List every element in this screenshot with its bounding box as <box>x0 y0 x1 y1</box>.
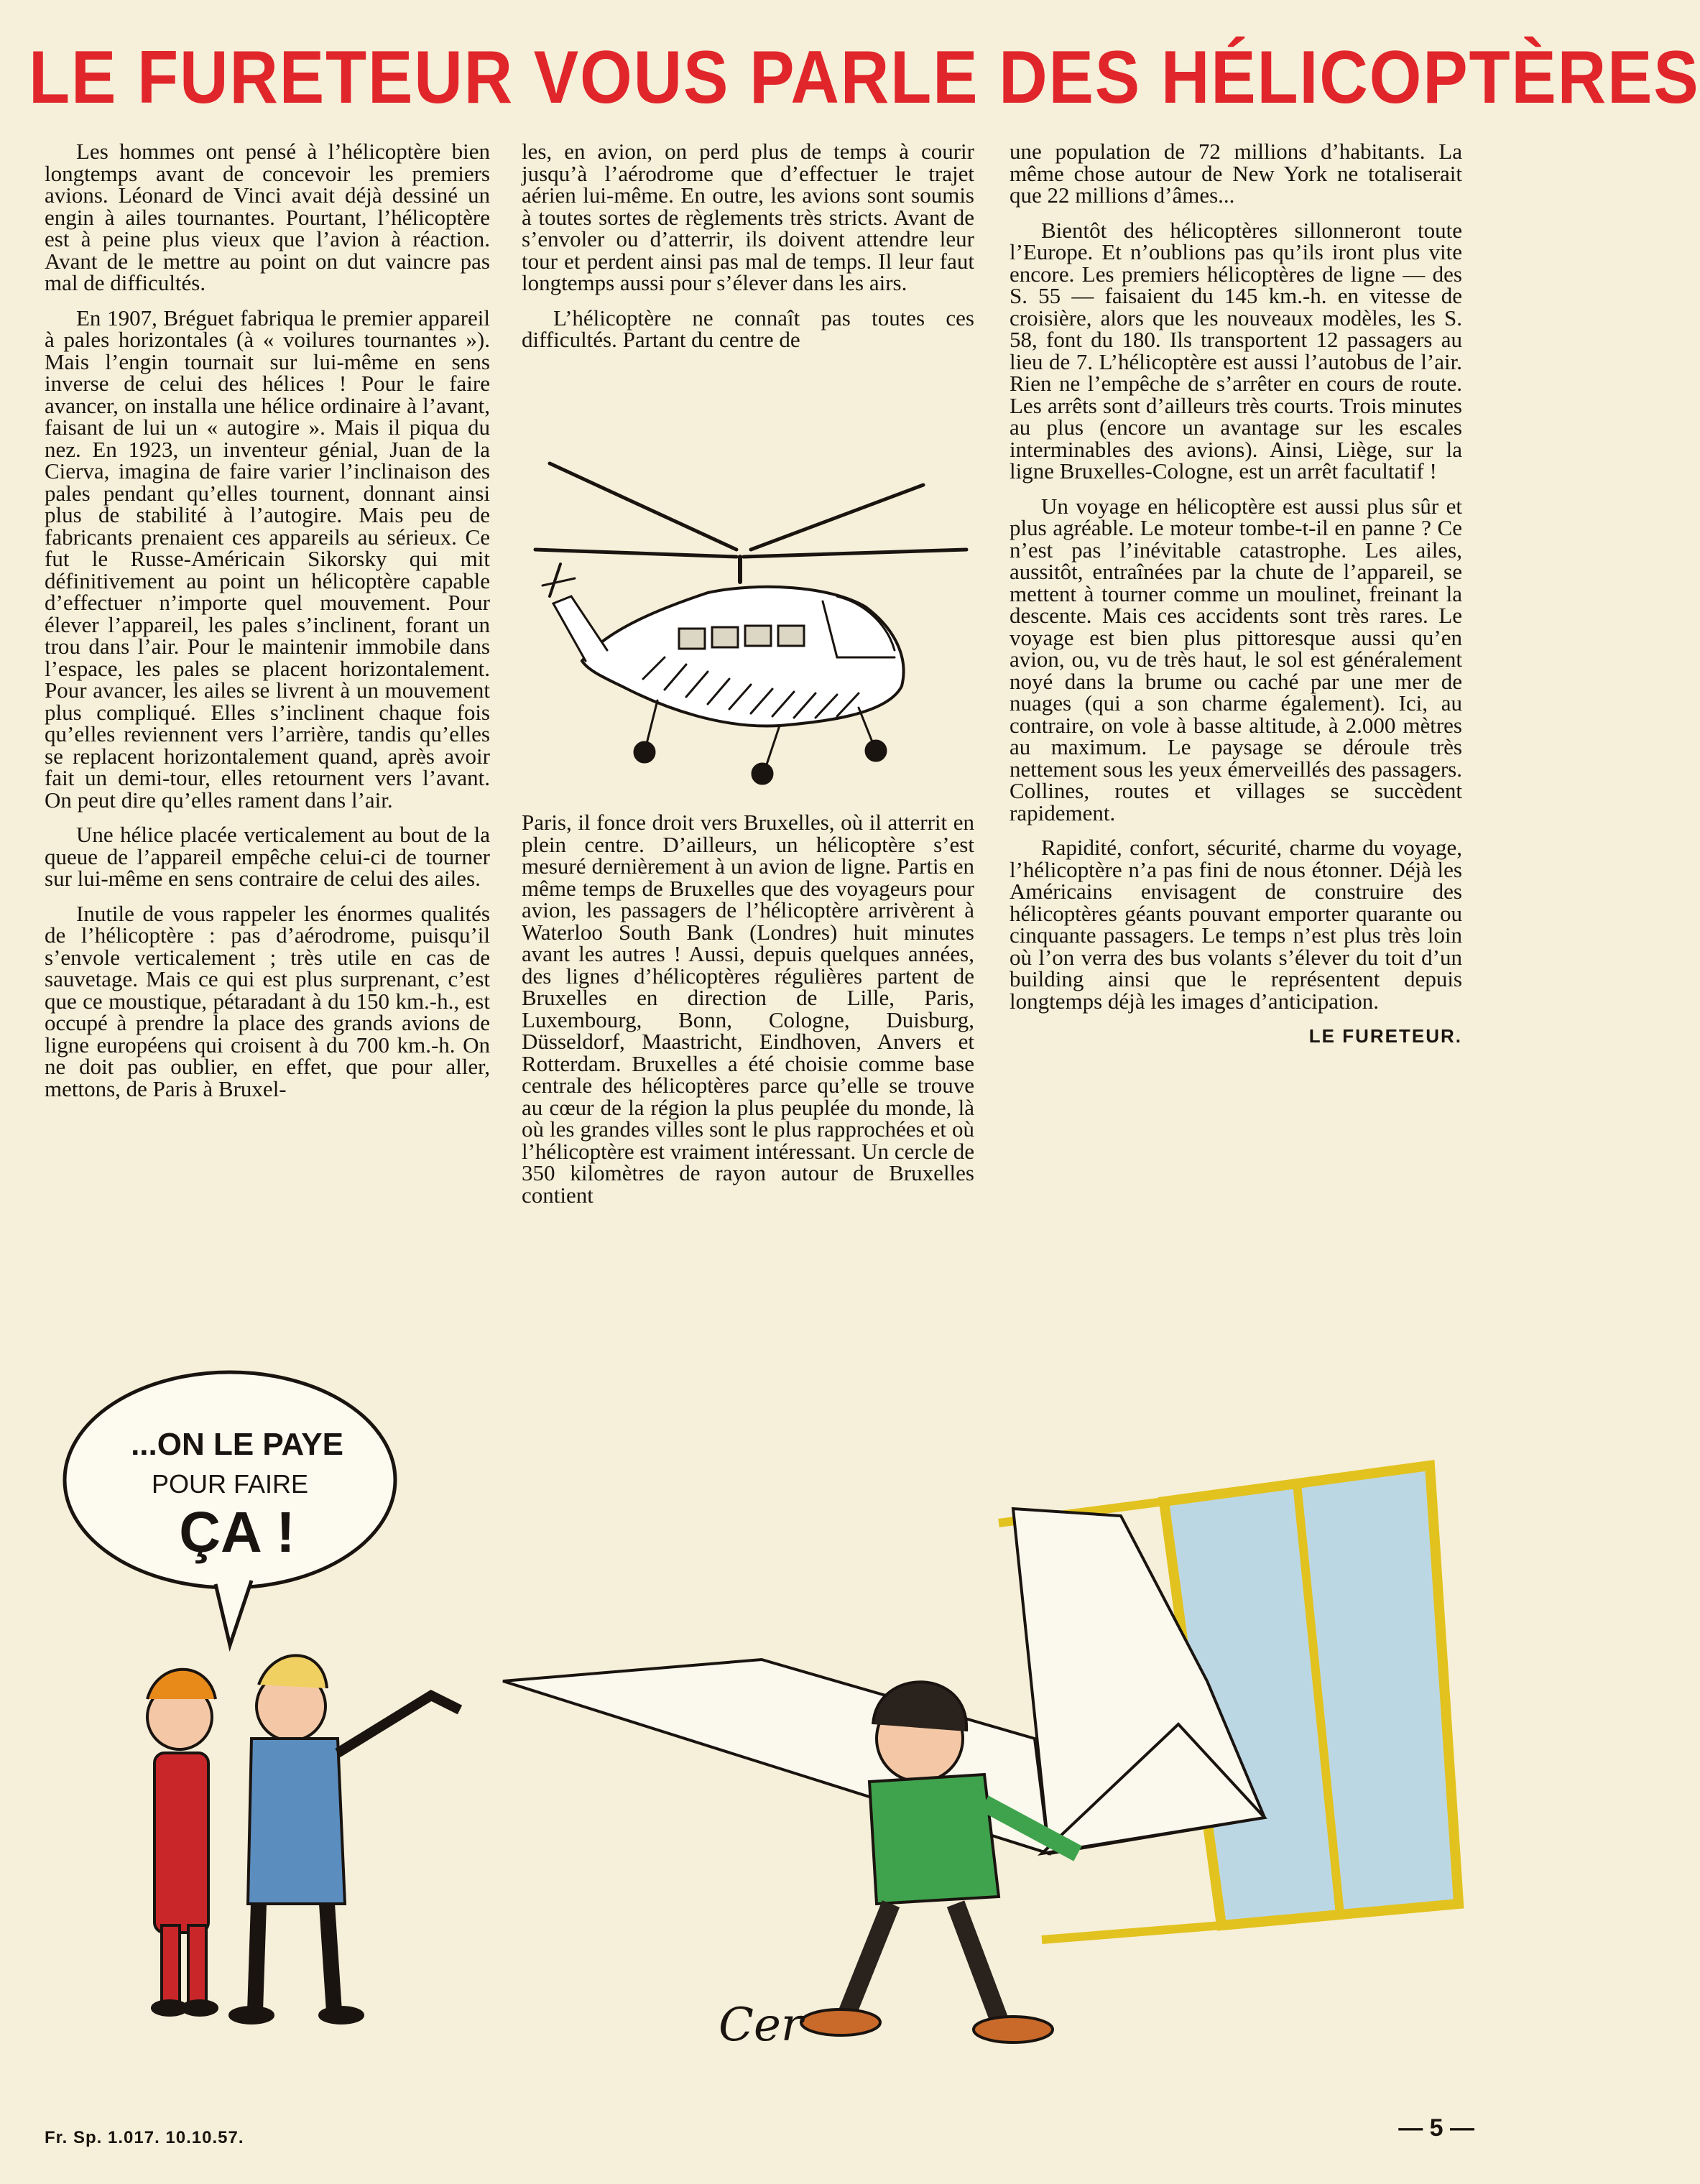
paragraph: Une hélice placée verticalement au bout de la queue de l’appareil empêche celui-ci de tourner sur lui-même en sens contraire de celui des ailes. <box>45 822 490 891</box>
author-signature: LE FURETEUR. <box>1308 1025 1462 1047</box>
helicopter-illustration <box>521 442 974 787</box>
character-fantasio <box>230 1655 460 2023</box>
speech-line-2: POUR FAIRE <box>151 1469 309 1499</box>
speech-line-1: ...ON LE PAYE <box>131 1427 343 1462</box>
comic-illustration <box>0 1308 1514 2098</box>
paragraph: Paris, il fonce droit vers Bruxelles, où il atterrit en plein centre. D’ailleurs, un hélicoptère s’est mesuré dernièrement à un avion de ligne. Partis en même temps de Bruxelles que des voyageurs pour avion, les passagers de l’hélicoptère arrivèrent à Waterloo South Bank (Londres) huit minutes avant les autres ! Aussi, depuis quelques années, des lignes d’hélicoptères régulières partent de Bruxelles en direction de Lille, Paris, Luxembourg, Bonn, Cologne, Duisburg, Düsseldorf, Maastricht, Eindhoven, Anvers et Rotterdam. Bruxelles a été choisie comme base centrale des hélicoptères parce qu’elle se trouve au cœur de la région la plus peuplée du monde, là où les grandes villes sont le plus rapprochées et où l’hélicoptère est vraiment intéressant. Un cercle de 350 kilomètres de rayon autour de Bruxelles contient <box>522 810 974 1208</box>
paragraph: En 1907, Bréguet fabriqua le premier appareil à pales horizontales (à « voilures tournantes »). Mais l’engin tournait sur lui-même en sens inverse de celui des hélices ! Pour le faire avancer, on installa une hélice ordinaire à l’avant, faisant de lui un « autogire ». Mais il piqua du nez. En 1923, un inventeur génial, Juan de la Cierva, imagina de faire varier l’inclinaison des pales pendant qu’elles tournent, donnant ainsi plus de stabilité à l’autogire. Mais peu de fabricants prenaient ces appareils au sérieux. Ce fut le Russe-Américain Sikorsky qui mit définitivement au point un hélicoptère capable d’effectuer n’importe quel mouvement. Pour élever l’appareil, les pales s’inclinent, forant un trou dans l’air. Pour le maintenir immobile dans l’espace, les pales se placent horizontalement. Pour avancer, les ailes se livrent à un mouvement plus compliqué. Elles s’inclinent chaque fois qu’elles reviennent vers l’arrière, tandis qu’elles se replacent horizontalement quand, après avoir fait un demi-tour, elles retournent vers l’avant. On peut dire qu’elles rament dans l’air. <box>45 305 490 813</box>
column-3 <box>1010 141 1462 1060</box>
column-2-top <box>522 141 974 364</box>
issue-info: Fr. Sp. 1.017. 10.10.57. <box>45 2128 244 2147</box>
speech-line-3: ÇA ! <box>179 1500 295 1564</box>
character-spirou <box>147 1670 217 2015</box>
paragraph: Les hommes ont pensé à l’hélicoptère bien longtemps avant de concevoir les premiers avions. Léonard de Vinci avait déjà dessiné un engin à ailes tournantes. Pourtant, l’hélicoptère est à peine plus vieux que l’avion à réaction. Avant de le mettre au point on dut vaincre pas mal de difficultés. <box>45 139 490 295</box>
column-2-bottom <box>522 812 974 1219</box>
paragraph: Inutile de vous rappeler les énormes qualités de l’hélicoptère : pas d’aérodrome, puisqu’il s’envole verticalement ; très utile en cas de sauvetage. Mais ce qui est plus surprenant, c’est que ce moustique, pétaradant à du 150 km.-h., est occupé à prendre la place des grands avions de ligne européens qui croisent à du 700 km.-h. On ne doit pas oublier, en effet, que pour aller, mettons, de Paris à Bruxel- <box>45 900 490 1101</box>
paragraph: une population de 72 millions d’habitants. La même chose autour de New York ne totaliserait que 22 millions d’âmes... <box>1010 139 1462 208</box>
speech-balloon <box>65 1372 395 1645</box>
paragraph: Un voyage en hélicoptère est aussi plus sûr et plus agréable. Le moteur tombe-t-il en panne ? Ce n’est pas l’inévitable catastrophe. Les ailes, aussitôt, entraînées par la chute de l’appareil, se mettent à tourner comme un moulinet, freinant la descente. Mais ces accidents sont très rares. Le voyage est bien plus pittoresque aussi qu’en avion, ou, vu de très haut, le sol est généralement noyé dans la brume ou caché par une mer de nuages (qui a son charme également). Ici, au contraire, on vole à basse altitude, à 2.000 mètres au maximum. Le paysage se déroule très nettement sous les yeux émerveillés des passagers. Collines, routes et villages se succèdent rapidement. <box>1010 493 1462 825</box>
paragraph: Bientôt des hélicoptères sillonneront toute l’Europe. Et n’oublions pas qu’ils iront plus vite encore. Les premiers hélicoptères de ligne — des S. 55 — faisaient du 145 km.-h. en vitesse de croisière, alors que les nouveaux modèles, les S. 58, font du 180. Ils transportent 12 passagers au lieu de 7. L’hélicoptère est aussi l’autobus de l’air. Rien ne l’empêche de s’arrêter en cours de route. Les arrêts sont d’ailleurs très courts. Trois minutes au plus (encore un avantage sur les escales interminables des avions). Ainsi, Liège, sur la ligne Bruxelles-Cologne, est un arrêt facultatif ! <box>1010 217 1462 483</box>
column-1 <box>45 141 490 1113</box>
article-title: LE FURETEUR VOUS PARLE DES HÉLICOPTÈRES <box>29 36 1700 119</box>
artist-signature: Cer <box>719 1999 803 2052</box>
paragraph: Rapidité, confort, sécurité, charme du voyage, l’hélicoptère n’a pas fini de nous étonner. Déjà les Américains envisagent de construire des hélicoptères géants pouvant emporter quarante ou cinquante passagers. Le temps n’est plus très loin où l’on verra des bus volants s’élever du toit d’un building ainsi que le représentent depuis longtemps déjà les images d’anticipation. <box>1010 835 1462 1014</box>
paragraph: L’hélicoptère ne connaît pas toutes ces difficultés. Partant du centre de <box>522 305 974 352</box>
page-number: — 5 — <box>1398 2114 1474 2142</box>
paragraph: les, en avion, on perd plus de temps à courir jusqu’à l’aérodrome que d’effectuer le trajet aérien lui-même. En outre, les avions sont soumis à toutes sortes de règlements très stricts. Avant de s’envoler ou d’atterrir, ils doivent attendre leur tour et perdent ainsi pas mal de temps. Il leur faut longtemps aussi pour s’élever dans les airs. <box>522 139 974 295</box>
